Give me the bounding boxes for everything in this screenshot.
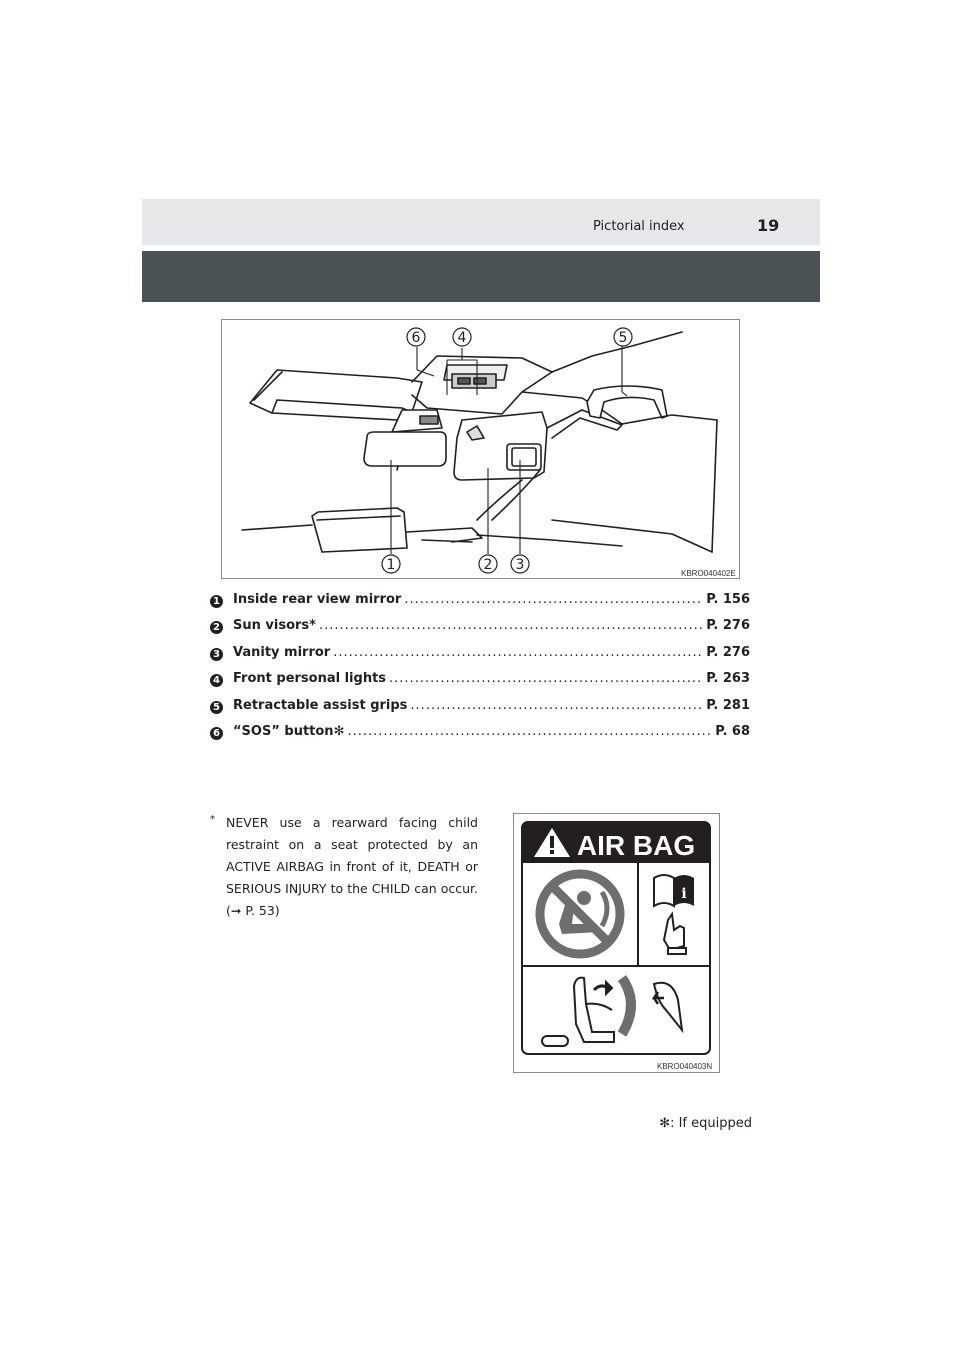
header-bar (142, 199, 820, 245)
svg-text:i: i (681, 886, 687, 902)
page-reference[interactable]: P. 156 (706, 592, 750, 607)
leader-dots (389, 671, 703, 686)
callout-4-label: 4 (457, 330, 467, 346)
callout-2-label: 2 (483, 557, 493, 573)
callout-3-label: 3 (515, 557, 525, 573)
legend-label: Inside rear view mirror (233, 592, 402, 607)
leader-dots (319, 618, 703, 633)
page-reference[interactable]: P. 276 (706, 618, 750, 634)
leader-dots (347, 724, 712, 739)
airbag-label-figure (513, 813, 720, 1073)
leader-dots (404, 592, 703, 607)
callout-5-label: 5 (618, 330, 628, 346)
leader-dots (333, 645, 703, 660)
legend-number: 2 (210, 621, 223, 634)
header-title: Pictorial index (593, 219, 685, 234)
legend-number: 6 (210, 727, 223, 740)
legend-label: Retractable assist grips (233, 697, 408, 713)
page-reference[interactable]: P. 263 (706, 671, 750, 687)
airbag-label-illustration (514, 814, 719, 1072)
legend-item (210, 671, 750, 697)
page-reference[interactable]: P. 276 (706, 644, 750, 660)
legend-item (210, 698, 750, 724)
callout-6-label: 6 (411, 330, 421, 346)
page-number: 19 (757, 216, 780, 235)
manual-book-icon (654, 875, 694, 906)
note-marker: * (210, 814, 215, 825)
page-reference[interactable]: P. 281 (706, 697, 750, 713)
leader-dots (410, 698, 703, 713)
no-rear-facing-seat-icon (540, 874, 620, 954)
legend-label: “SOS” button✻ (233, 723, 345, 739)
figure-code-overhead: KBRO040402E (681, 569, 736, 578)
legend-item (210, 592, 750, 618)
page-reference[interactable]: P. 68 (715, 723, 750, 739)
figure-code-airbag: KBRO040403N (657, 1062, 713, 1071)
legend-number: 1 (210, 595, 223, 608)
legend-list (210, 592, 750, 750)
callout-1-label: 1 (386, 557, 396, 573)
section-bar (142, 251, 820, 302)
overhead-illustration (222, 320, 739, 578)
note-text: NEVER use a rearward facing child restraint on a seat protected by an ACTIVE AIRBAG in front of it, DEATH or SERIOUS INJURY to the CHILD can occur. (➞ P. 53) (226, 815, 478, 918)
airbag-warning-note (210, 812, 478, 922)
legend-number: 5 (210, 701, 223, 714)
legend-item (210, 645, 750, 671)
legend-item (210, 618, 750, 644)
airbag-heading: AIR BAG (576, 830, 696, 861)
legend-label: Front personal lights (233, 671, 387, 687)
legend-number: 3 (210, 648, 223, 661)
if-equipped-footnote: ✻: If equipped (659, 1116, 752, 1131)
legend-number: 4 (210, 674, 223, 687)
legend-label: Sun visors* (233, 618, 316, 634)
overhead-figure (221, 319, 740, 579)
legend-item (210, 724, 750, 750)
legend-label: Vanity mirror (233, 644, 331, 660)
